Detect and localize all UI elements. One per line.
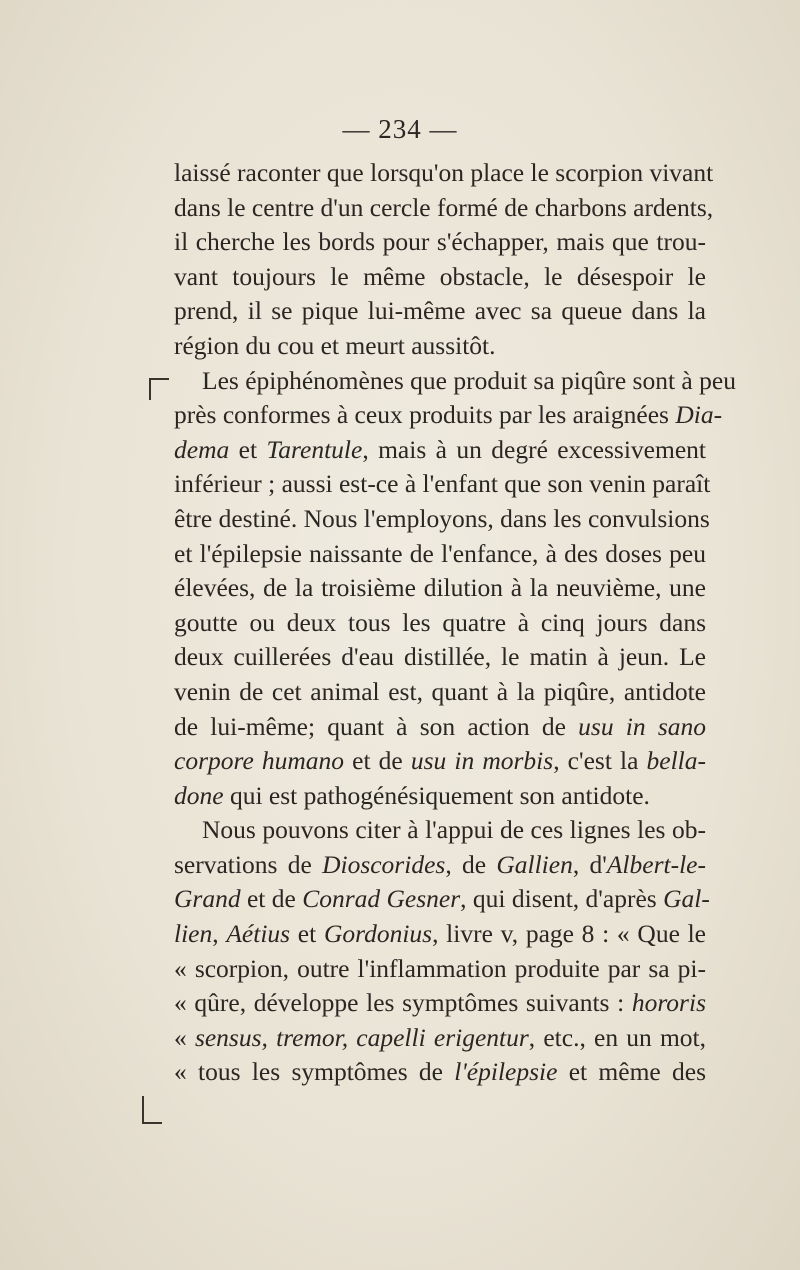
italic-segment: hororis [631, 988, 706, 1018]
italic-segment: sensus, tremor, capelli erigentur [194, 1022, 529, 1052]
italic-segment: Gal- [663, 884, 710, 914]
text-line [174, 294, 706, 329]
text-segment: « qûre, développe les symptômes suivants : [174, 988, 632, 1018]
text-segment: et de [344, 746, 411, 776]
text-segment: « [174, 1022, 195, 1052]
text-segment: , c'est la [553, 746, 647, 776]
text-segment: prend, il se pique lui-même avec sa queue dans la [174, 296, 706, 326]
text-line [174, 675, 706, 710]
text-segment: laissé raconter que lorsqu'on place le scorpion vivant [174, 158, 714, 187]
text-segment: deux cuillerées d'eau distillée, le matin à jeun. Le [174, 642, 706, 672]
text-segment: Les épiphénomènes que produit sa piqûre sont à peu [202, 365, 736, 395]
text-line [174, 1021, 706, 1056]
margin-bracket-bottom [142, 1096, 162, 1124]
italic-segment: l'épilepsie [454, 1057, 558, 1087]
text-segment: et [229, 434, 267, 464]
text-segment: près conformes à ceux produits par les araignées [174, 400, 676, 430]
text-line [174, 606, 706, 641]
text-segment: élevées, de la troisième dilution à la neuvième, une [174, 573, 706, 603]
italic-segment: Albert-le- [606, 849, 706, 879]
italic-segment: lien [174, 919, 213, 949]
italic-segment: corpore humano [174, 746, 345, 776]
text-line [174, 779, 706, 814]
italic-segment: Gordonius [323, 919, 433, 949]
text-segment: et l'épilepsie naissante de l'enfance, à des doses peu [174, 538, 706, 568]
text-line [174, 917, 706, 952]
text-segment: , qui disent, d'après [460, 884, 664, 914]
text-line [174, 156, 714, 191]
text-line [174, 329, 706, 364]
italic-segment: done [174, 780, 224, 810]
text-line [174, 986, 706, 1021]
italic-segment: bella- [646, 746, 707, 776]
italic-segment: dema [174, 434, 230, 464]
text-line [174, 225, 706, 260]
text-segment: de lui-même; quant à son action de [174, 711, 579, 741]
text-segment: il cherche les bords pour s'échapper, mais que trou- [174, 227, 706, 257]
text-line [174, 1055, 706, 1090]
text-segment: , livre v, page 8 : « Que le [432, 919, 707, 949]
italic-segment: Dia- [675, 400, 723, 430]
text-segment: , mais à un degré excessivement [362, 434, 706, 464]
text-line [174, 952, 706, 987]
italic-segment: Gallien [496, 849, 573, 879]
text-segment: vant toujours le même obstacle, le désespoir le [174, 261, 706, 291]
text-line [174, 813, 706, 848]
text-segment: et [290, 919, 324, 949]
text-line [174, 502, 710, 537]
italic-segment: Dioscorides [322, 849, 446, 879]
text-line [174, 398, 723, 433]
text-segment: inférieur ; aussi est-ce à l'enfant que son venin paraît [174, 469, 711, 499]
text-line [174, 433, 706, 468]
text-segment: goutte ou deux tous les quatre à cinq jours dans [174, 607, 706, 637]
text-line [174, 467, 711, 502]
text-line [174, 364, 736, 399]
text-segment: servations de [174, 849, 323, 879]
text-segment: et même des [557, 1057, 706, 1087]
text-segment: qui est pathogénésiquement son antidote. [223, 780, 650, 810]
text-segment: « scorpion, outre l'inflammation produite par sa pi- [174, 953, 706, 983]
text-line [174, 882, 710, 917]
text-segment: Nous pouvons citer à l'appui de ces lignes les ob- [202, 815, 706, 845]
text-line [174, 571, 706, 606]
margin-bracket-top [149, 378, 169, 400]
text-segment: région du cou et meurt aussitôt. [174, 330, 496, 360]
text-line [174, 640, 706, 675]
italic-segment: Conrad Gesner [302, 884, 461, 914]
text-segment: , d' [572, 849, 607, 879]
text-segment: , etc., en un mot, [528, 1022, 706, 1052]
italic-segment: usu in sano [578, 711, 706, 741]
text-line [174, 848, 706, 883]
text-line [174, 537, 706, 572]
text-segment: venin de cet animal est, quant à la piqûre, antidote [174, 676, 706, 706]
page-number: — 234 — [342, 114, 458, 144]
body-text [174, 156, 736, 1090]
text-segment: dans le centre d'un cercle formé de charbons ardents, [174, 192, 714, 222]
text-line [174, 191, 714, 226]
text-line [174, 744, 706, 779]
text-segment: , [212, 919, 227, 949]
text-segment: , de [445, 849, 497, 879]
italic-segment: Grand [174, 884, 241, 914]
text-segment: « tous les symptômes de [174, 1057, 455, 1087]
italic-segment: Tarentule [266, 434, 363, 464]
text-segment: être destiné. Nous l'employons, dans les convulsions [174, 503, 710, 533]
italic-segment: Aétius [226, 919, 291, 949]
text-segment: et de [240, 884, 303, 914]
text-line [174, 260, 706, 295]
text-line [174, 710, 706, 745]
italic-segment: usu in morbis [410, 746, 554, 776]
